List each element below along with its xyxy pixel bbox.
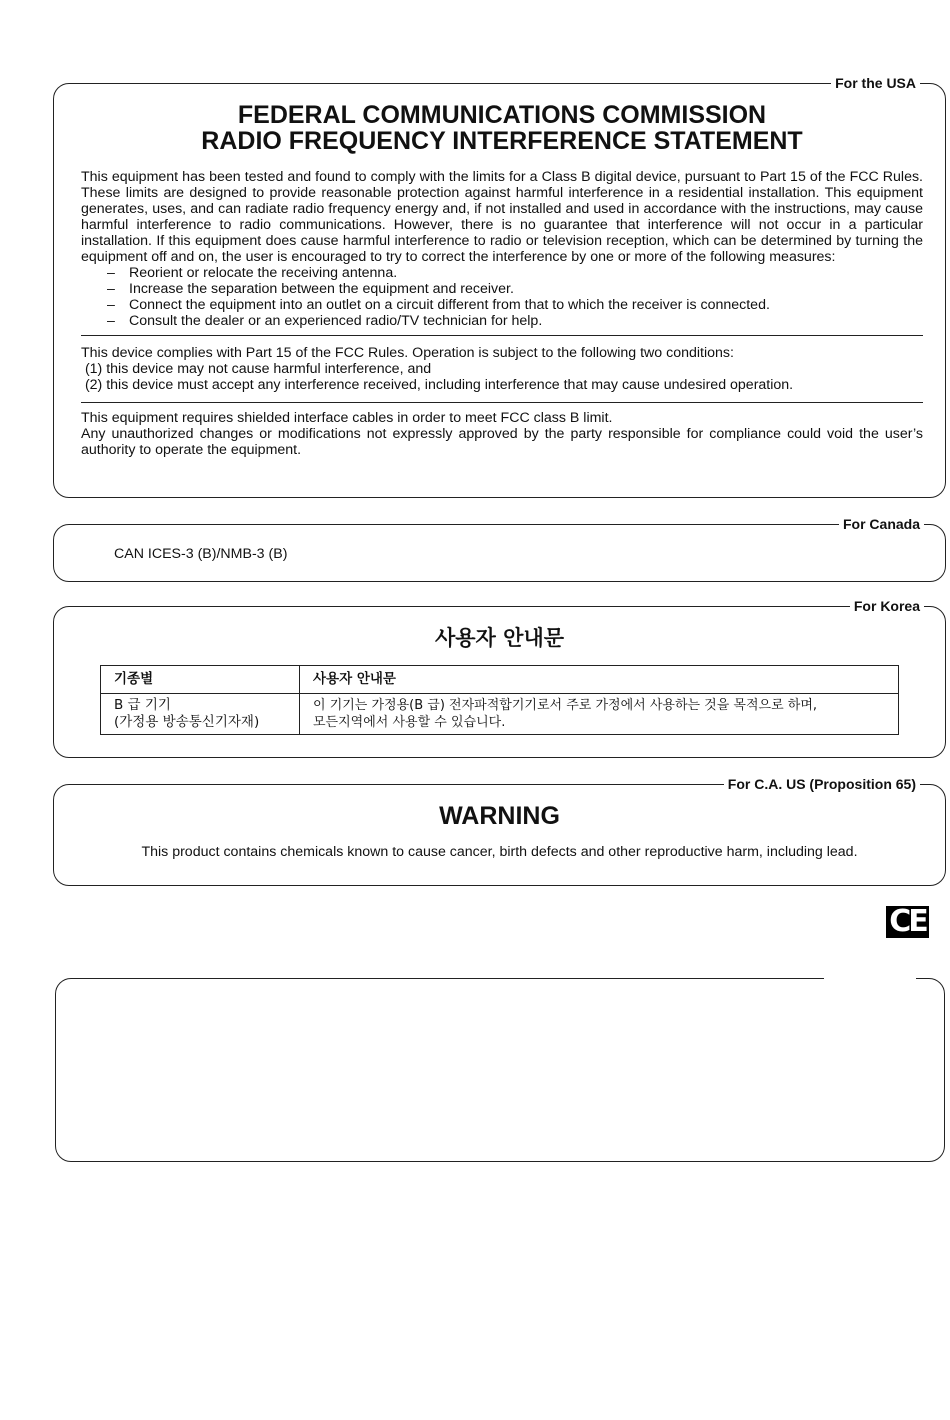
fcc-title-line1: FEDERAL COMMUNICATIONS COMMISSION: [237, 101, 767, 129]
korea-user-guide-table: [100, 665, 899, 735]
empty-section: [55, 978, 945, 1162]
class-b-label: B 급 기기: [114, 697, 171, 713]
korea-section-tag: For Korea: [850, 597, 924, 615]
canada-section: [53, 516, 946, 582]
box-gap: [824, 976, 916, 982]
condition-1: (1) this device may not cause harmful interference, and: [81, 361, 432, 377]
list-item: – Reorient or relocate the receiving antenna.: [107, 265, 923, 281]
warning-title: WARNING: [439, 802, 560, 830]
table-header-model: 기종별: [101, 666, 300, 694]
table-row: [101, 694, 899, 735]
fcc-intro-paragraph: This equipment has been tested and found to comply with the limits for a Class B digital device, pursuant to Part 15 of the FCC Rules. These limits are designed to provide reasonable protection against harmful interference in a residential installation. This equipment generates, uses, and can radiate radio frequency energy and, if not installed and used in accordance with the instructions, may cause harmful interference to radio communications. However, there is no guarantee that interference will not occur in a particular installation. If this equipment does cause harmful interference to radio or television reception, which can be determined by turning the equipment off and on, the user is encouraged to try to correct the interference by one or more of the following measures:: [81, 169, 923, 265]
condition-2: (2) this device must accept any interference received, including interference that may cause undesired operation.: [81, 377, 794, 393]
table-cell-class: [101, 694, 300, 735]
usa-section-tag: For the USA: [831, 74, 920, 92]
guide-line-2: 모든지역에서 사용할 수 있습니다.: [313, 715, 506, 730]
unauthorized-changes-statement: Any unauthorized changes or modifications not expressly approved by the party responsible for compliance could void the user’s authority to operate the equipment.: [81, 426, 923, 458]
usa-section: [53, 75, 946, 498]
canada-compliance-text: CAN ICES-3 (B)/NMB-3 (B): [114, 546, 288, 562]
part15-statement: This device complies with Part 15 of the FCC Rules. Operation is subject to the following two conditions:: [81, 345, 734, 361]
warning-text: This product contains chemicals known to cause cancer, birth defects and other reproductive harm, including lead.: [141, 844, 858, 860]
korea-section: [53, 598, 946, 758]
table-header-user-guide: 사용자 안내문: [300, 666, 899, 694]
fcc-measures-list: [81, 265, 923, 329]
guide-line-1: 이 기기는 가정용(B 급) 전자파적합기기로서 주로 가정에서 사용하는 것을 목적으로 하며,: [313, 698, 818, 713]
korea-title: 사용자 안내문: [434, 626, 565, 650]
divider: [81, 335, 923, 336]
canada-section-tag: For Canada: [839, 515, 924, 533]
list-item: – Increase the separation between the equipment and receiver.: [107, 281, 923, 297]
list-item: – Consult the dealer or an experienced radio/TV technician for help.: [107, 313, 923, 329]
list-item: – Connect the equipment into an outlet on a circuit different from that to which the receiver is connected.: [107, 297, 923, 313]
table-row: [101, 666, 899, 694]
fcc-title-line2: RADIO FREQUENCY INTERFERENCE STATEMENT: [201, 127, 803, 155]
prop65-section: [53, 776, 946, 886]
shielded-cables-statement: This equipment requires shielded interface cables in order to meet FCC class B limit.: [81, 410, 613, 426]
divider: [81, 402, 923, 403]
class-b-sublabel: (가정용 방송통신기자재): [114, 714, 260, 730]
table-cell-guide: [300, 694, 899, 735]
prop65-section-tag: For C.A. US (Proposition 65): [724, 775, 920, 793]
ce-mark-logo: CE: [886, 906, 929, 938]
